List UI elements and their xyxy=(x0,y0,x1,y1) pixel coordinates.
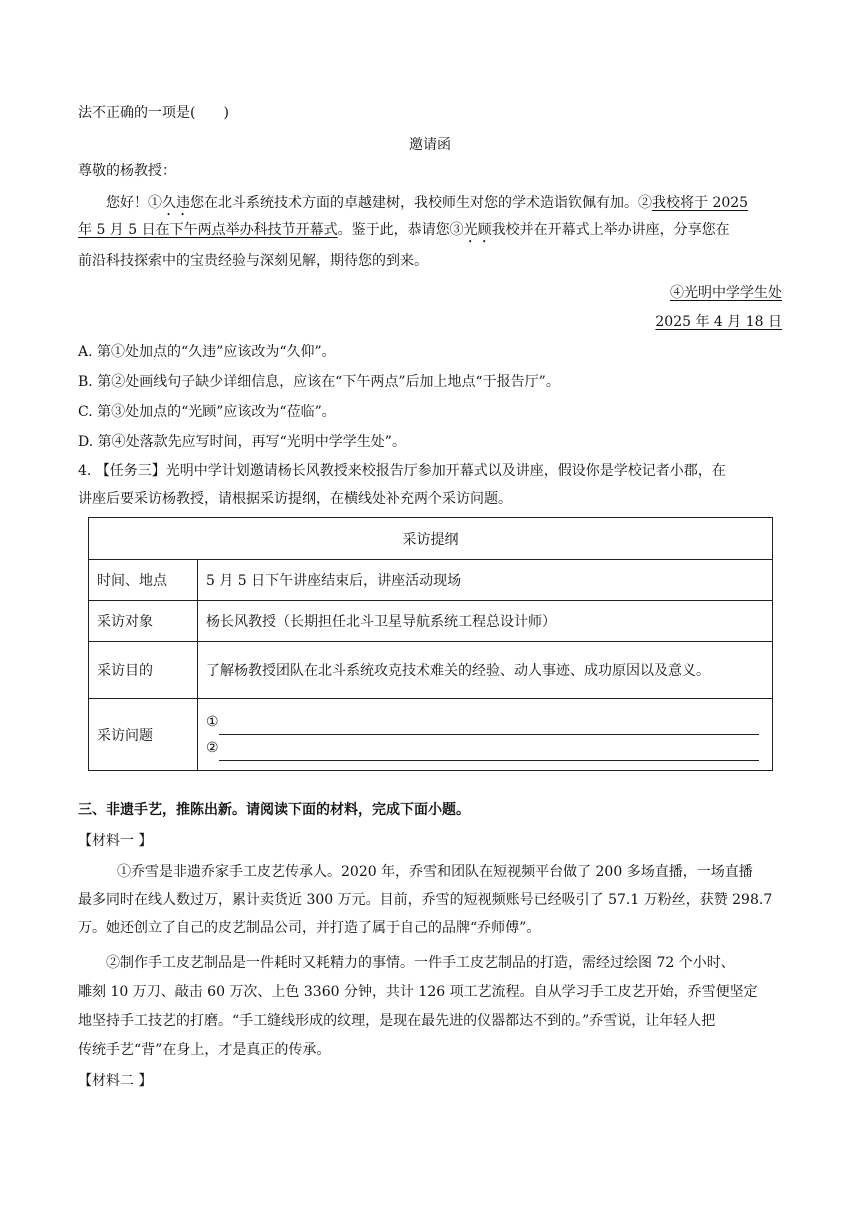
material-1-para-2-line: ②制作手工皮艺制品是一件耗时又耗精力的事情。一件手工皮艺制品的打造，需经过绘图 72 个小时、 xyxy=(106,955,735,971)
interview-outline-table xyxy=(88,517,773,771)
table-row xyxy=(89,601,773,642)
signature-text: ④光明中学学生处 xyxy=(670,285,782,301)
section-3-heading: 三、非遗手艺，推陈出新。请阅读下面的材料，完成下面小题。 xyxy=(78,802,470,818)
table-row xyxy=(89,560,773,601)
blank-line[interactable] xyxy=(219,746,759,761)
row-value: 杨长风教授（长期担任北斗卫星导航系统工程总设计师） xyxy=(198,601,773,642)
question-4-line-2: 讲座后要采访杨教授，请根据采访提纲，在横线处补充两个采访问题。 xyxy=(78,491,512,507)
letter-title: 邀请函 xyxy=(409,137,451,153)
row-label: 采访目的 xyxy=(89,642,198,699)
letter-date xyxy=(655,312,782,332)
option-a: A. 第①处加点的“久违”应该改为“久仰”。 xyxy=(78,344,336,360)
underlined-sentence: 我校将于 2025 xyxy=(652,195,749,211)
row-label: 时间、地点 xyxy=(89,560,198,601)
answer-blank-2[interactable] xyxy=(206,735,764,761)
row-value: 了解杨教授团队在北斗系统攻克技术难关的经验、动人事迹、成功原因以及意义。 xyxy=(198,642,773,699)
blank-line[interactable] xyxy=(219,720,759,735)
letter-text: 您在北斗系统技术方面的卓越建树，我校师生对您的学术造诣钦佩有加。② xyxy=(190,195,652,211)
row-label: 采访对象 xyxy=(89,601,198,642)
table-header: 采访提纲 xyxy=(89,518,773,560)
row-label: 采访问题 xyxy=(89,699,198,771)
option-d: D. 第④处落款先应写时间，再写“光明中学学生处”。 xyxy=(78,434,406,450)
letter-paragraph-line-3: 前沿科技探索中的宝贵经验与深刻见解，期待您的到来。 xyxy=(78,253,428,269)
table-row xyxy=(89,642,773,699)
blank-number: ② xyxy=(206,739,219,756)
option-c: C. 第③处加点的“光顾”应该改为“莅临”。 xyxy=(78,404,336,420)
table-row xyxy=(89,699,773,771)
letter-text: 您好！① xyxy=(106,195,162,211)
letter-text: 。鉴于此，恭请您③ xyxy=(337,222,464,238)
dotted-word-3: 光顾 xyxy=(463,222,492,238)
letter-paragraph-line-1 xyxy=(106,193,748,219)
material-1-para-2-line: 传统手艺“背”在身上，才是真正的传承。 xyxy=(78,1042,331,1058)
material-1-para-2-line: 地坚持手工技艺的打磨。“手工缝线形成的纹理，是现在最先进的仪器都达不到的。”乔雪说，让年轻人把 xyxy=(78,1013,716,1029)
question-tail: 法不正确的一项是( ) xyxy=(78,105,229,121)
question-4-line-1: 4. 【任务三】光明中学计划邀请杨长风教授来校报告厅参加开幕式以及讲座，假设你是学校记者小郡，在 xyxy=(78,463,726,479)
material-1-para-2-line: 雕刻 10 万刀、敲击 60 万次、上色 3360 分钟，共计 126 项工艺流程。自从学习手工皮艺开始，乔雪便坚定 xyxy=(78,984,758,1000)
date-text: 2025 年 4 月 18 日 xyxy=(655,314,782,330)
dotted-word-1: 久违 xyxy=(162,195,190,211)
letter-text: 我校并在开幕式上举办讲座，分享您在 xyxy=(491,222,730,238)
question-blanks xyxy=(198,699,773,771)
material-1-label: 【材料一 】 xyxy=(78,833,153,849)
material-1-line: 最多同时在线人数过万，累计卖货近 300 万元。目前，乔雪的短视频账号已经吸引了 57.1 万粉丝，获赞 298.7 xyxy=(78,892,773,908)
row-value: 5 月 5 日下午讲座结束后，讲座活动现场 xyxy=(198,560,773,601)
material-1-line: 万。她还创立了自己的皮艺制品公司，并打造了属于自己的品牌“乔师傅”。 xyxy=(78,920,541,936)
blank-number: ① xyxy=(206,713,219,730)
material-2-label: 【材料二 】 xyxy=(78,1073,153,1089)
option-b: B. 第②处画线句子缺少详细信息，应该在“下午两点”后加上地点“于报告厅”。 xyxy=(78,374,560,390)
letter-paragraph-line-2 xyxy=(78,220,730,246)
letter-signature xyxy=(670,283,782,303)
underlined-sentence: 年 5 月 5 日在下午两点举办科技节开幕式 xyxy=(78,222,338,238)
material-1-line: ①乔雪是非遗乔家手工皮艺传承人。2020 年，乔雪和团队在短视频平台做了 200 多场直播，一场直播 xyxy=(117,864,753,880)
letter-salutation: 尊敬的杨教授： xyxy=(78,163,176,179)
answer-blank-1[interactable] xyxy=(206,709,764,735)
